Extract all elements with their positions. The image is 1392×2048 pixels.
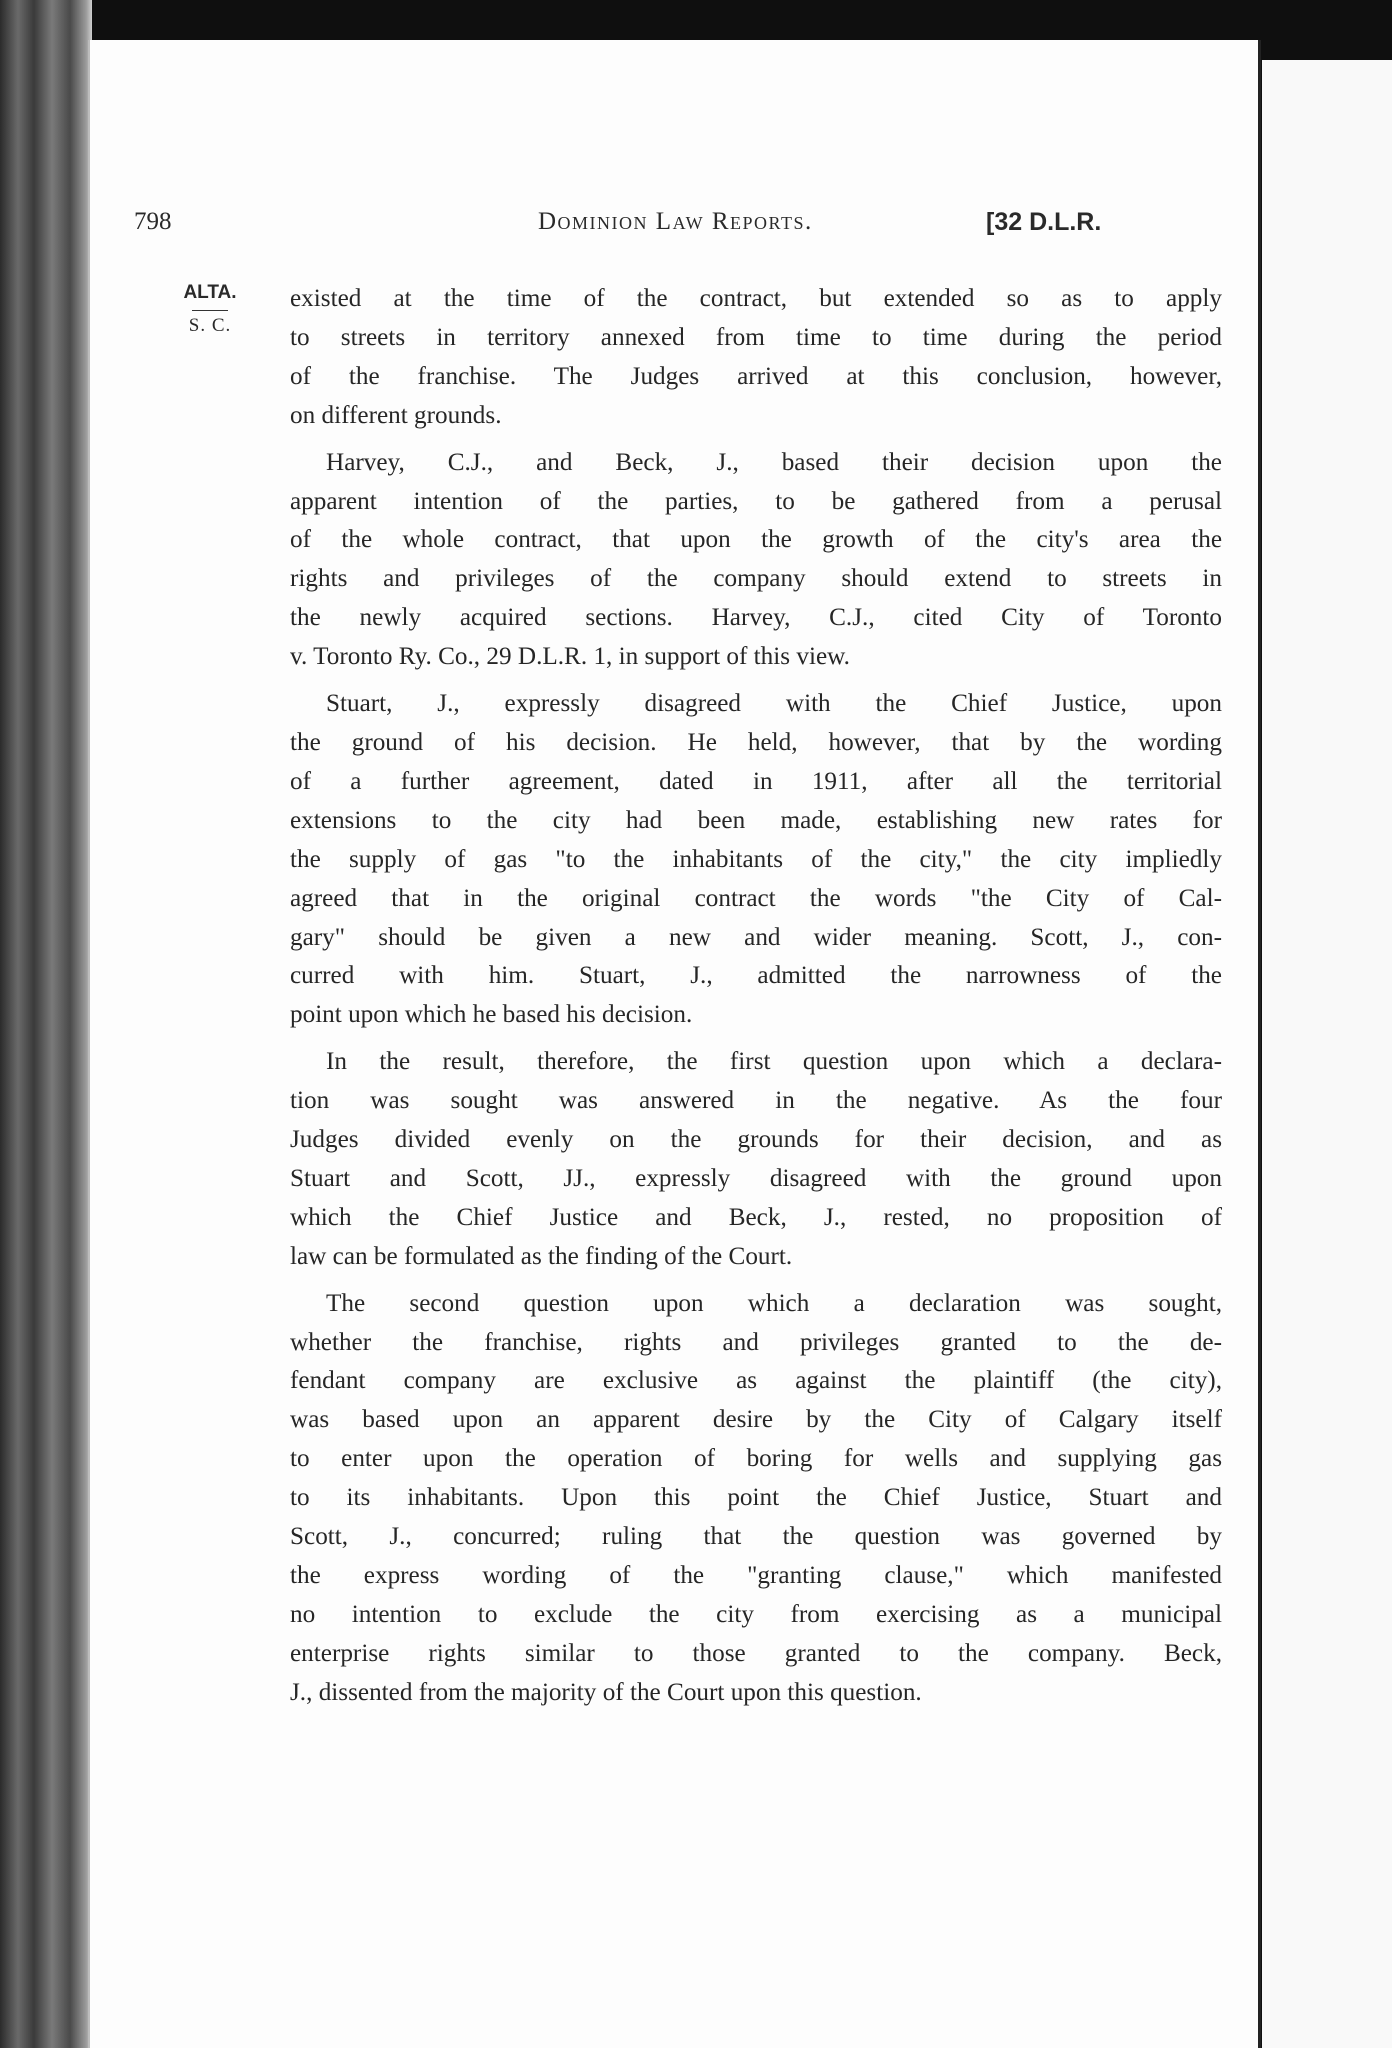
text-line: Scott, J., concurred; ruling that the question was governed by	[290, 1523, 1222, 1551]
paragraph	[290, 444, 1222, 677]
book-page	[88, 40, 1261, 2048]
text-line: v. Toronto Ry. Co., 29 D.L.R. 1, in support of this view.	[290, 643, 850, 671]
margin-jurisdiction: ALTA.	[183, 282, 237, 303]
text-line: the supply of gas "to the inhabitants of the city," the city impliedly	[290, 845, 1222, 873]
paragraph	[290, 685, 1222, 1035]
text-line: of the franchise. The Judges arrived at this conclusion, however,	[290, 362, 1222, 390]
margin-rule	[192, 310, 228, 311]
text-line: fendant company are exclusive as against the plaintiff (the city),	[290, 1367, 1222, 1395]
text-line: no intention to exclude the city from exercising as a municipal	[290, 1600, 1222, 1628]
body-text	[290, 280, 1222, 1713]
text-line: law can be formulated as the finding of the Court.	[290, 1242, 793, 1270]
margin-court: S. C.	[188, 315, 232, 336]
text-line: Harvey, C.J., and Beck, J., based their decision upon the	[326, 448, 1222, 476]
text-line: tion was sought was answered in the negative. As the four	[290, 1087, 1222, 1115]
text-line: extensions to the city had been made, establishing new rates for	[290, 806, 1222, 834]
text-line: agreed that in the original contract the words "the City of Cal-	[290, 884, 1222, 912]
text-line: which the Chief Justice and Beck, J., rested, no proposition of	[290, 1203, 1222, 1231]
text-line: was based upon an apparent desire by the City of Calgary itself	[290, 1406, 1222, 1434]
text-line: apparent intention of the parties, to be gathered from a perusal	[290, 487, 1222, 515]
text-line: to streets in territory annexed from time to time during the period	[290, 323, 1222, 351]
paragraph	[290, 1043, 1222, 1276]
text-line: In the result, therefore, the first question upon which a declara-	[326, 1048, 1222, 1076]
volume-reference: [32 D.L.R.	[986, 208, 1102, 236]
text-line: to enter upon the operation of boring for wells and supplying gas	[290, 1445, 1222, 1473]
page-header	[90, 208, 1258, 248]
margin-note	[170, 282, 250, 337]
text-line: on different grounds.	[290, 401, 502, 429]
page-number: 798	[134, 208, 172, 235]
text-line: whether the franchise, rights and privileges granted to the de-	[290, 1328, 1222, 1356]
text-line: The second question upon which a declaration was sought,	[326, 1289, 1222, 1317]
text-line: Stuart and Scott, JJ., expressly disagreed with the ground upon	[290, 1164, 1222, 1192]
text-line: enterprise rights similar to those granted to the company. Beck,	[290, 1639, 1222, 1667]
paragraph	[290, 280, 1222, 436]
text-line: Judges divided evenly on the grounds for their decision, and as	[290, 1126, 1222, 1154]
text-line: curred with him. Stuart, J., admitted the narrowness of the	[290, 962, 1222, 990]
text-line: rights and privileges of the company should extend to streets in	[290, 565, 1222, 593]
text-line: the ground of his decision. He held, however, that by the wording	[290, 728, 1222, 756]
text-line: the newly acquired sections. Harvey, C.J., cited City of Toronto	[290, 604, 1222, 632]
facing-page-edge	[1258, 60, 1392, 2048]
text-line: J., dissented from the majority of the Court upon this question.	[290, 1678, 922, 1706]
text-line: of a further agreement, dated in 1911, after all the territorial	[290, 767, 1222, 795]
paragraph	[290, 1285, 1222, 1713]
text-line: gary" should be given a new and wider meaning. Scott, J., con-	[290, 923, 1222, 951]
text-line: point upon which he based his decision.	[290, 1001, 693, 1029]
text-line: of the whole contract, that upon the growth of the city's area the	[290, 526, 1222, 554]
book-spine-edge	[0, 0, 92, 2048]
text-line: to its inhabitants. Upon this point the Chief Justice, Stuart and	[290, 1484, 1222, 1512]
running-title: Dominion Law Reports.	[538, 208, 813, 235]
text-line: existed at the time of the contract, but extended so as to apply	[290, 285, 1222, 312]
text-line: Stuart, J., expressly disagreed with the Chief Justice, upon	[326, 690, 1222, 718]
text-line: the express wording of the "granting clause," which manifested	[290, 1562, 1222, 1589]
